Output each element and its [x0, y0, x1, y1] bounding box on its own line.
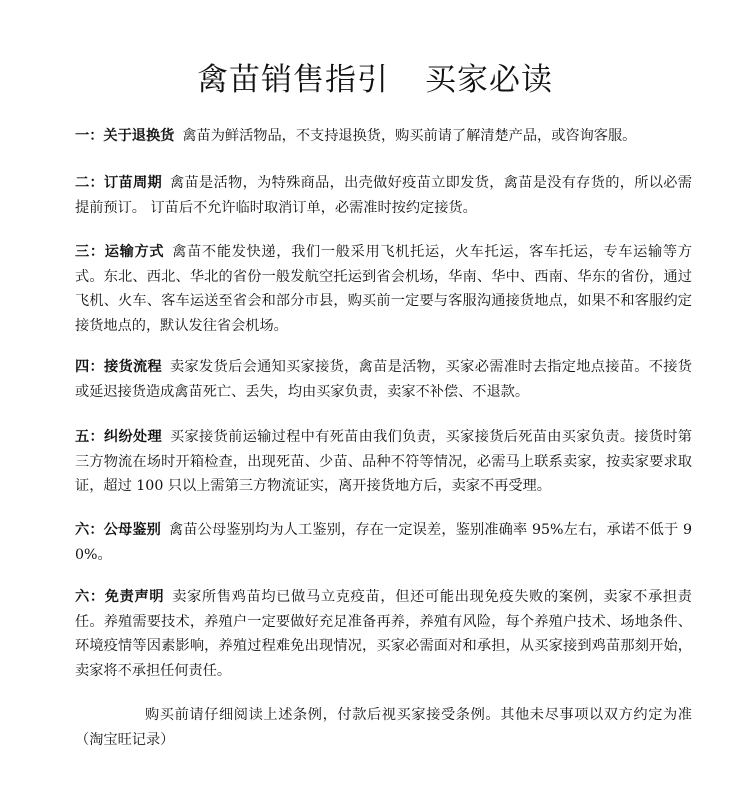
section-receiving-process: [75, 355, 692, 404]
section-dispute-handling: [75, 425, 692, 499]
section-order-cycle: [75, 171, 692, 220]
title-sub: 买家必读: [425, 62, 553, 98]
section-label: 四：接货流程: [75, 359, 163, 375]
section-label: 五：纠纷处理: [75, 429, 163, 445]
section-sexing: [75, 518, 692, 567]
section-disclaimer: [75, 585, 692, 683]
section-text: 卖家所售鸡苗均已做马立克疫苗，但还可能出现免疫失败的案例，卖家不承担责任。养殖需要技术，养殖户一定要做好充足准备再养，养殖有风险，每个养殖户技术、场地条件、环境疫情等因素影响，养殖过程难免出现情况，买家必需面对和承担，从买家接到鸡苗那刻开始，卖家将不承担任何责任。: [75, 589, 692, 679]
page-title: [0, 60, 750, 100]
section-label: 六：公母鉴别: [75, 522, 161, 538]
section-label: 二：订苗周期: [75, 175, 163, 191]
section-label: 三：运输方式: [75, 244, 165, 260]
section-label: 六：免责声明: [75, 589, 165, 605]
section-return-policy: [75, 124, 692, 149]
section-label: 一：关于退换货: [75, 128, 175, 144]
section-text: 禽苗为鲜活物品，不支持退换货，购买前请了解清楚产品，或咨询客服。: [182, 128, 637, 144]
section-text: 买家接货前运输过程中有死苗由我们负责，买家接货后死苗由买家负责。接货时第三方物流在场时开箱检查，出现死苗、少苗、品种不符等情况，必需马上联系卖家，按卖家要求取证，超过 100 只以上需第三方物流证实，离开接货地方后，卖家不再受理。: [75, 429, 692, 494]
section-text: 卖家发货后会通知买家接货，禽苗是活物，买家必需准时去指定地点接苗。不接货或延迟接货造成禽苗死亡、丢失，均由买家负责，卖家不补偿、不退款。: [75, 359, 692, 400]
section-text: 禽苗不能发快递，我们一般采用飞机托运，火车托运，客车托运，专车运输等方式。东北、西北、华北的省份一般发航空托运到省会机场，华南、华中、西南、华东的省份，通过飞机、火车、客车运送至省会和部分市县，购买前一定要与客服沟通接货地点，如果不和客服约定接货地点的，默认发往省会机场。: [75, 244, 692, 334]
section-text: 禽苗是活物，为特殊商品，出壳做好疫苗立即发货，禽苗是没有存货的，所以必需提前预订。 订苗后不允许临时取消订单，必需准时按约定接货。: [75, 175, 692, 216]
footer-note: 购买前请仔细阅读上述条例，付款后视买家接受条例。其他未尽事项以双方约定为准（淘宝旺记录）: [75, 707, 692, 748]
section-text: 禽苗公母鉴别均为人工鉴别，存在一定误差，鉴别准确率 95%左右，承诺不低于 90%。: [75, 522, 692, 563]
section-shipping-method: [75, 240, 692, 338]
title-main: 禽苗销售指引: [197, 62, 389, 98]
